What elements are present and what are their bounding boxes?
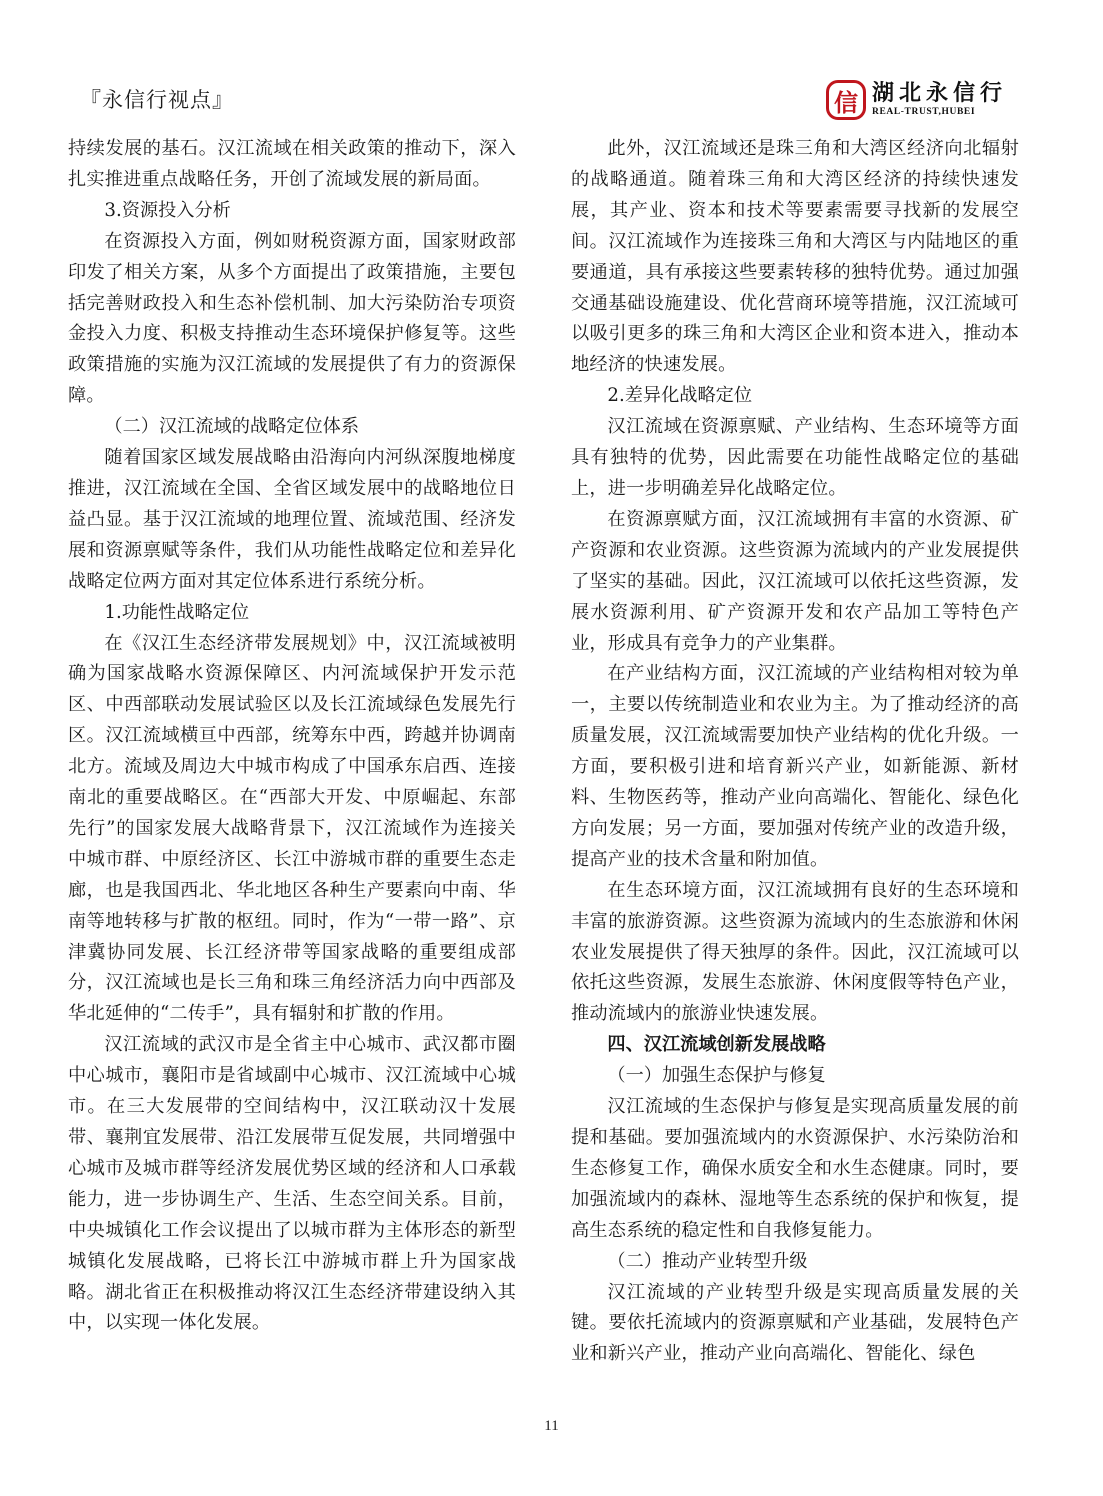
page-number: 11 (544, 1418, 559, 1434)
paragraph: 此外，汉江流域还是珠三角和大湾区经济向北辐射的战略通道。随着珠三角和大湾区经济的持续快速发展，其产业、资本和技术等要素需要寻找新的发展空间。汉江流域作为连接珠三角和大湾区与内陆地区的重要通道，具有承接这些要素转移的独特优势。通过加强交通基础设施建设、优化营商环境等措施，汉江流域可以吸引更多的珠三角和大湾区企业和资本进入，推动本地经济的快速发展。 (571, 138, 1019, 376)
brand-logo (826, 78, 1007, 122)
section-subheading: （二）推动产业转型升级 (607, 1250, 808, 1272)
brand-name-cn: 湖北永信行 (872, 80, 1008, 106)
paragraph: 在资源禀赋方面，汉江流域拥有丰富的水资源、矿产资源和农业资源。这些资源为流域内的产业发展提供了坚实的基础。因此，汉江流域可以依托这些资源，发展水资源利用、矿产资源开发和农产品加工等特色产业，形成具有竞争力的产业集群。 (571, 508, 1019, 654)
paragraph: 在《汉江生态经济带发展规划》中，汉江流域被明确为国家战略水资源保障区、内河流域保护开发示范区、中西部联动发展试验区以及长江流域绿色发展先行区。汉江流域横亘中西部，统筹东中西，跨越并协调南北方。流域及周边大中城市构成了中国承东启西、连接南北的重要战略区。在“西部大开发、中原崛起、东部先行”的国家发展大战略背景下，汉江流域作为连接关中城市群、中原经济区、长江中游城市群的重要生态走廊，也是我国西北、华北地区各种生产要素向中南、华南等地转移与扩散的枢纽。同时，作为“一带一路”、京津冀协同发展、长江经济带等国家战略的重要组成部分，汉江流域也是长三角和珠三角经济活力向中西部及华北延伸的“二传手”，具有辐射和扩散的作用。 (68, 632, 516, 1025)
section-heading: 四、汉江流域创新发展战略 (607, 1034, 826, 1056)
section-subheading: 3.资源投入分析 (104, 199, 231, 221)
paragraph: 汉江流域在资源禀赋、产业结构、生态环境等方面具有独特的优势，因此需要在功能性战略定位的基础上，进一步明确差异化战略定位。 (571, 416, 1019, 499)
brand-text (872, 82, 1007, 119)
brand-name-en: REAL-TRUST,HUBEI (872, 106, 976, 117)
section-subheading: （一）加强生态保护与修复 (607, 1065, 826, 1087)
paragraph: 在生态环境方面，汉江流域拥有良好的生态环境和丰富的旅游资源。这些资源为流域内的生态旅游和休闲农业发展提供了得天独厚的条件。因此，汉江流域可以依托这些资源，发展生态旅游、休闲度假等特色产业，推动流域内的旅游业快速发展。 (571, 879, 1019, 1025)
seal-logo-icon: 信 (826, 80, 866, 120)
paragraph: 汉江流域的生态保护与修复是实现高质量发展的前提和基础。要加强流域内的水资源保护、水污染防治和生态修复工作，确保水质安全和水生态健康。同时，要加强流域内的森林、湿地等生态系统的保护和恢复，提高生态系统的稳定性和自我修复能力。 (571, 1096, 1019, 1241)
paragraph: 汉江流域的武汉市是全省主中心城市、武汉都市圈中心城市，襄阳市是省域副中心城市、汉江流域中心城市。在三大发展带的空间结构中，汉江联动汉十发展带、襄荆宜发展带、沿江发展带互促发展，共同增强中心城市及城市群等经济发展优势区域的经济和人口承载能力，进一步协调生产、生活、生态空间关系。目前，中央城镇化工作会议提出了以城市群为主体形态的新型城镇化发展战略，已将长江中游城市群上升为国家战略。湖北省正在积极推动将汉江生态经济带建设纳入其中，以实现一体化发展。 (68, 1034, 516, 1334)
paragraph: 在产业结构方面，汉江流域的产业结构相对较为单一，主要以传统制造业和农业为主。为了推动经济的高质量发展，汉江流域需要加快产业结构的优化升级。一方面，要积极引进和培育新兴产业，如新能源、新材料、生物医药等，推动产业向高端化、智能化、绿色化方向发展；另一方面，要加强对传统产业的改造升级，提高产业的技术含量和附加值。 (571, 663, 1019, 870)
section-subheading: 2.差异化战略定位 (607, 385, 753, 407)
section-subheading: 1.功能性战略定位 (104, 601, 250, 623)
section-subheading: （二）汉江流域的战略定位体系 (104, 416, 360, 438)
page-header-title: 『永信行视点』 (80, 88, 234, 112)
paragraph: 在资源投入方面，例如财税资源方面，国家财政部印发了相关方案，从多个方面提出了政策措施，主要包括完善财政投入和生态补偿机制、加大污染防治专项资金投入力度、积极支持推动生态环境保护修复等。这些政策措施的实施为汉江流域的发展提供了有力的资源保障。 (68, 230, 516, 407)
paragraph: 汉江流域的产业转型升级是实现高质量发展的关键。要依托流域内的资源禀赋和产业基础，发展特色产业和新兴产业，推动产业向高端化、智能化、绿色 (571, 1281, 1019, 1365)
left-column (68, 134, 516, 1339)
right-column (571, 134, 1019, 1370)
paragraph-continued: 持续发展的基石。汉江流域在相关政策的推动下，深入扎实推进重点战略任务，开创了流域发展的新局面。 (68, 138, 516, 190)
paragraph: 随着国家区域发展战略由沿海向内河纵深腹地梯度推进，汉江流域在全国、全省区域发展中的战略地位日益凸显。基于汉江流域的地理位置、流域范围、经济发展和资源禀赋等条件，我们从功能性战略定位和差异化战略定位两方面对其定位体系进行系统分析。 (68, 447, 516, 592)
